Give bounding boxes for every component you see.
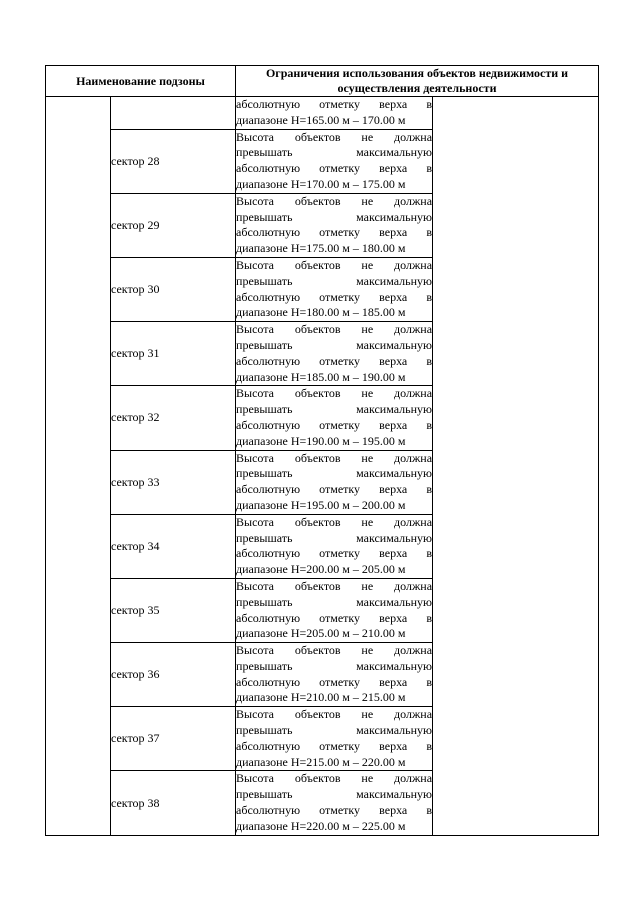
text-line: Высота объектов не должна: [236, 386, 433, 401]
text-line: превышать максимальную: [236, 337, 433, 352]
sector-name-cell: сектор 38: [111, 771, 236, 835]
right-merged-cell: [433, 97, 599, 836]
restriction-text-cell: [236, 257, 433, 321]
text-line: превышать максимальную: [236, 466, 433, 481]
text-line: превышать максимальную: [236, 658, 433, 673]
sector-name-cell: сектор 30: [111, 257, 236, 321]
text-line: превышать максимальную: [236, 787, 433, 802]
text-line: превышать максимальную: [236, 594, 433, 609]
subzone-merged-cell: [46, 97, 111, 836]
table-header-row: [46, 66, 599, 97]
text-line: Высота объектов не должна: [236, 643, 433, 658]
table-body: [46, 97, 599, 836]
text-line: превышать максимальную: [236, 209, 433, 224]
text-line: превышать максимальную: [236, 145, 433, 160]
sector-name-cell: сектор 35: [111, 578, 236, 642]
header-restrictions: Ограничения использования объектов недвижимости и осуществления деятельности: [236, 66, 599, 97]
text-line: абсолютную отметку верха в: [236, 225, 433, 240]
restriction-text-cell: [236, 771, 433, 835]
text-line: диапазоне Н=205.00 м – 210.00 м: [236, 626, 406, 641]
text-line: Высота объектов не должна: [236, 514, 433, 529]
sector-name-cell: сектор 36: [111, 643, 236, 707]
restriction-text-cell: [236, 578, 433, 642]
text-line: превышать максимальную: [236, 530, 433, 545]
text-line: абсолютную отметку верха в: [236, 97, 433, 111]
sector-name-cell: сектор 33: [111, 450, 236, 514]
text-line: Высота объектов не должна: [236, 450, 433, 465]
restriction-text-cell: [236, 450, 433, 514]
text-line: диапазоне Н=220.00 м – 225.00 м: [236, 818, 406, 833]
text-line: диапазоне Н=210.00 м – 215.00 м: [236, 690, 406, 705]
text-line: абсолютную отметку верха в: [236, 353, 433, 368]
restriction-text-cell: [236, 386, 433, 450]
sector-name-cell: сектор 28: [111, 129, 236, 193]
text-line: превышать максимальную: [236, 723, 433, 738]
text-line: абсолютную отметку верха в: [236, 289, 433, 304]
text-line: диапазоне Н=195.00 м – 200.00 м: [236, 497, 406, 512]
sector-name-cell: сектор 29: [111, 193, 236, 257]
text-line: абсолютную отметку верха в: [236, 417, 433, 432]
text-line: диапазоне Н=200.00 м – 205.00 м: [236, 562, 406, 577]
text-line: Высота объектов не должна: [236, 193, 433, 208]
text-line: диапазоне Н=190.00 м – 195.00 м: [236, 433, 406, 448]
text-line: диапазоне Н=180.00 м – 185.00 м: [236, 305, 406, 320]
text-line: Высота объектов не должна: [236, 257, 433, 272]
text-line: абсолютную отметку верха в: [236, 674, 433, 689]
text-line: абсолютную отметку верха в: [236, 161, 433, 176]
sector-name-cell: сектор 34: [111, 514, 236, 578]
header-subzone-name: Наименование подзоны: [46, 66, 236, 97]
restrictions-table: [45, 65, 599, 836]
text-line: Высота объектов не должна: [236, 322, 433, 337]
text-line: диапазоне Н=215.00 м – 220.00 м: [236, 754, 406, 769]
text-line: абсолютную отметку верха в: [236, 482, 433, 497]
restriction-text-cell: [236, 707, 433, 771]
text-line: превышать максимальную: [236, 273, 433, 288]
text-line: диапазоне Н=185.00 м – 190.00 м: [236, 369, 406, 384]
restriction-text-cell: [236, 193, 433, 257]
restriction-text-cell: [236, 322, 433, 386]
continuation-text-cell: [236, 97, 433, 130]
continuation-sector-cell: [111, 97, 236, 130]
text-line: абсолютную отметку верха в: [236, 803, 433, 818]
text-line: диапазоне Н=170.00 м – 175.00 м: [236, 176, 406, 191]
text-line: Высота объектов не должна: [236, 578, 433, 593]
restriction-text-cell: [236, 643, 433, 707]
text-line: диапазоне Н=175.00 м – 180.00 м: [236, 241, 406, 256]
text-line: абсолютную отметку верха в: [236, 610, 433, 625]
restriction-text-cell: [236, 129, 433, 193]
sector-name-cell: сектор 37: [111, 707, 236, 771]
restriction-text-cell: [236, 514, 433, 578]
text-line: Высота объектов не должна: [236, 129, 433, 144]
text-line: превышать максимальную: [236, 402, 433, 417]
continuation-row: [46, 97, 599, 130]
text-line: абсолютную отметку верха в: [236, 738, 433, 753]
sector-name-cell: сектор 32: [111, 386, 236, 450]
text-line: абсолютную отметку верха в: [236, 546, 433, 561]
text-line: Высота объектов не должна: [236, 707, 433, 722]
text-line: Высота объектов не должна: [236, 771, 433, 786]
sector-name-cell: сектор 31: [111, 322, 236, 386]
text-line: диапазоне Н=165.00 м – 170.00 м: [236, 112, 406, 127]
